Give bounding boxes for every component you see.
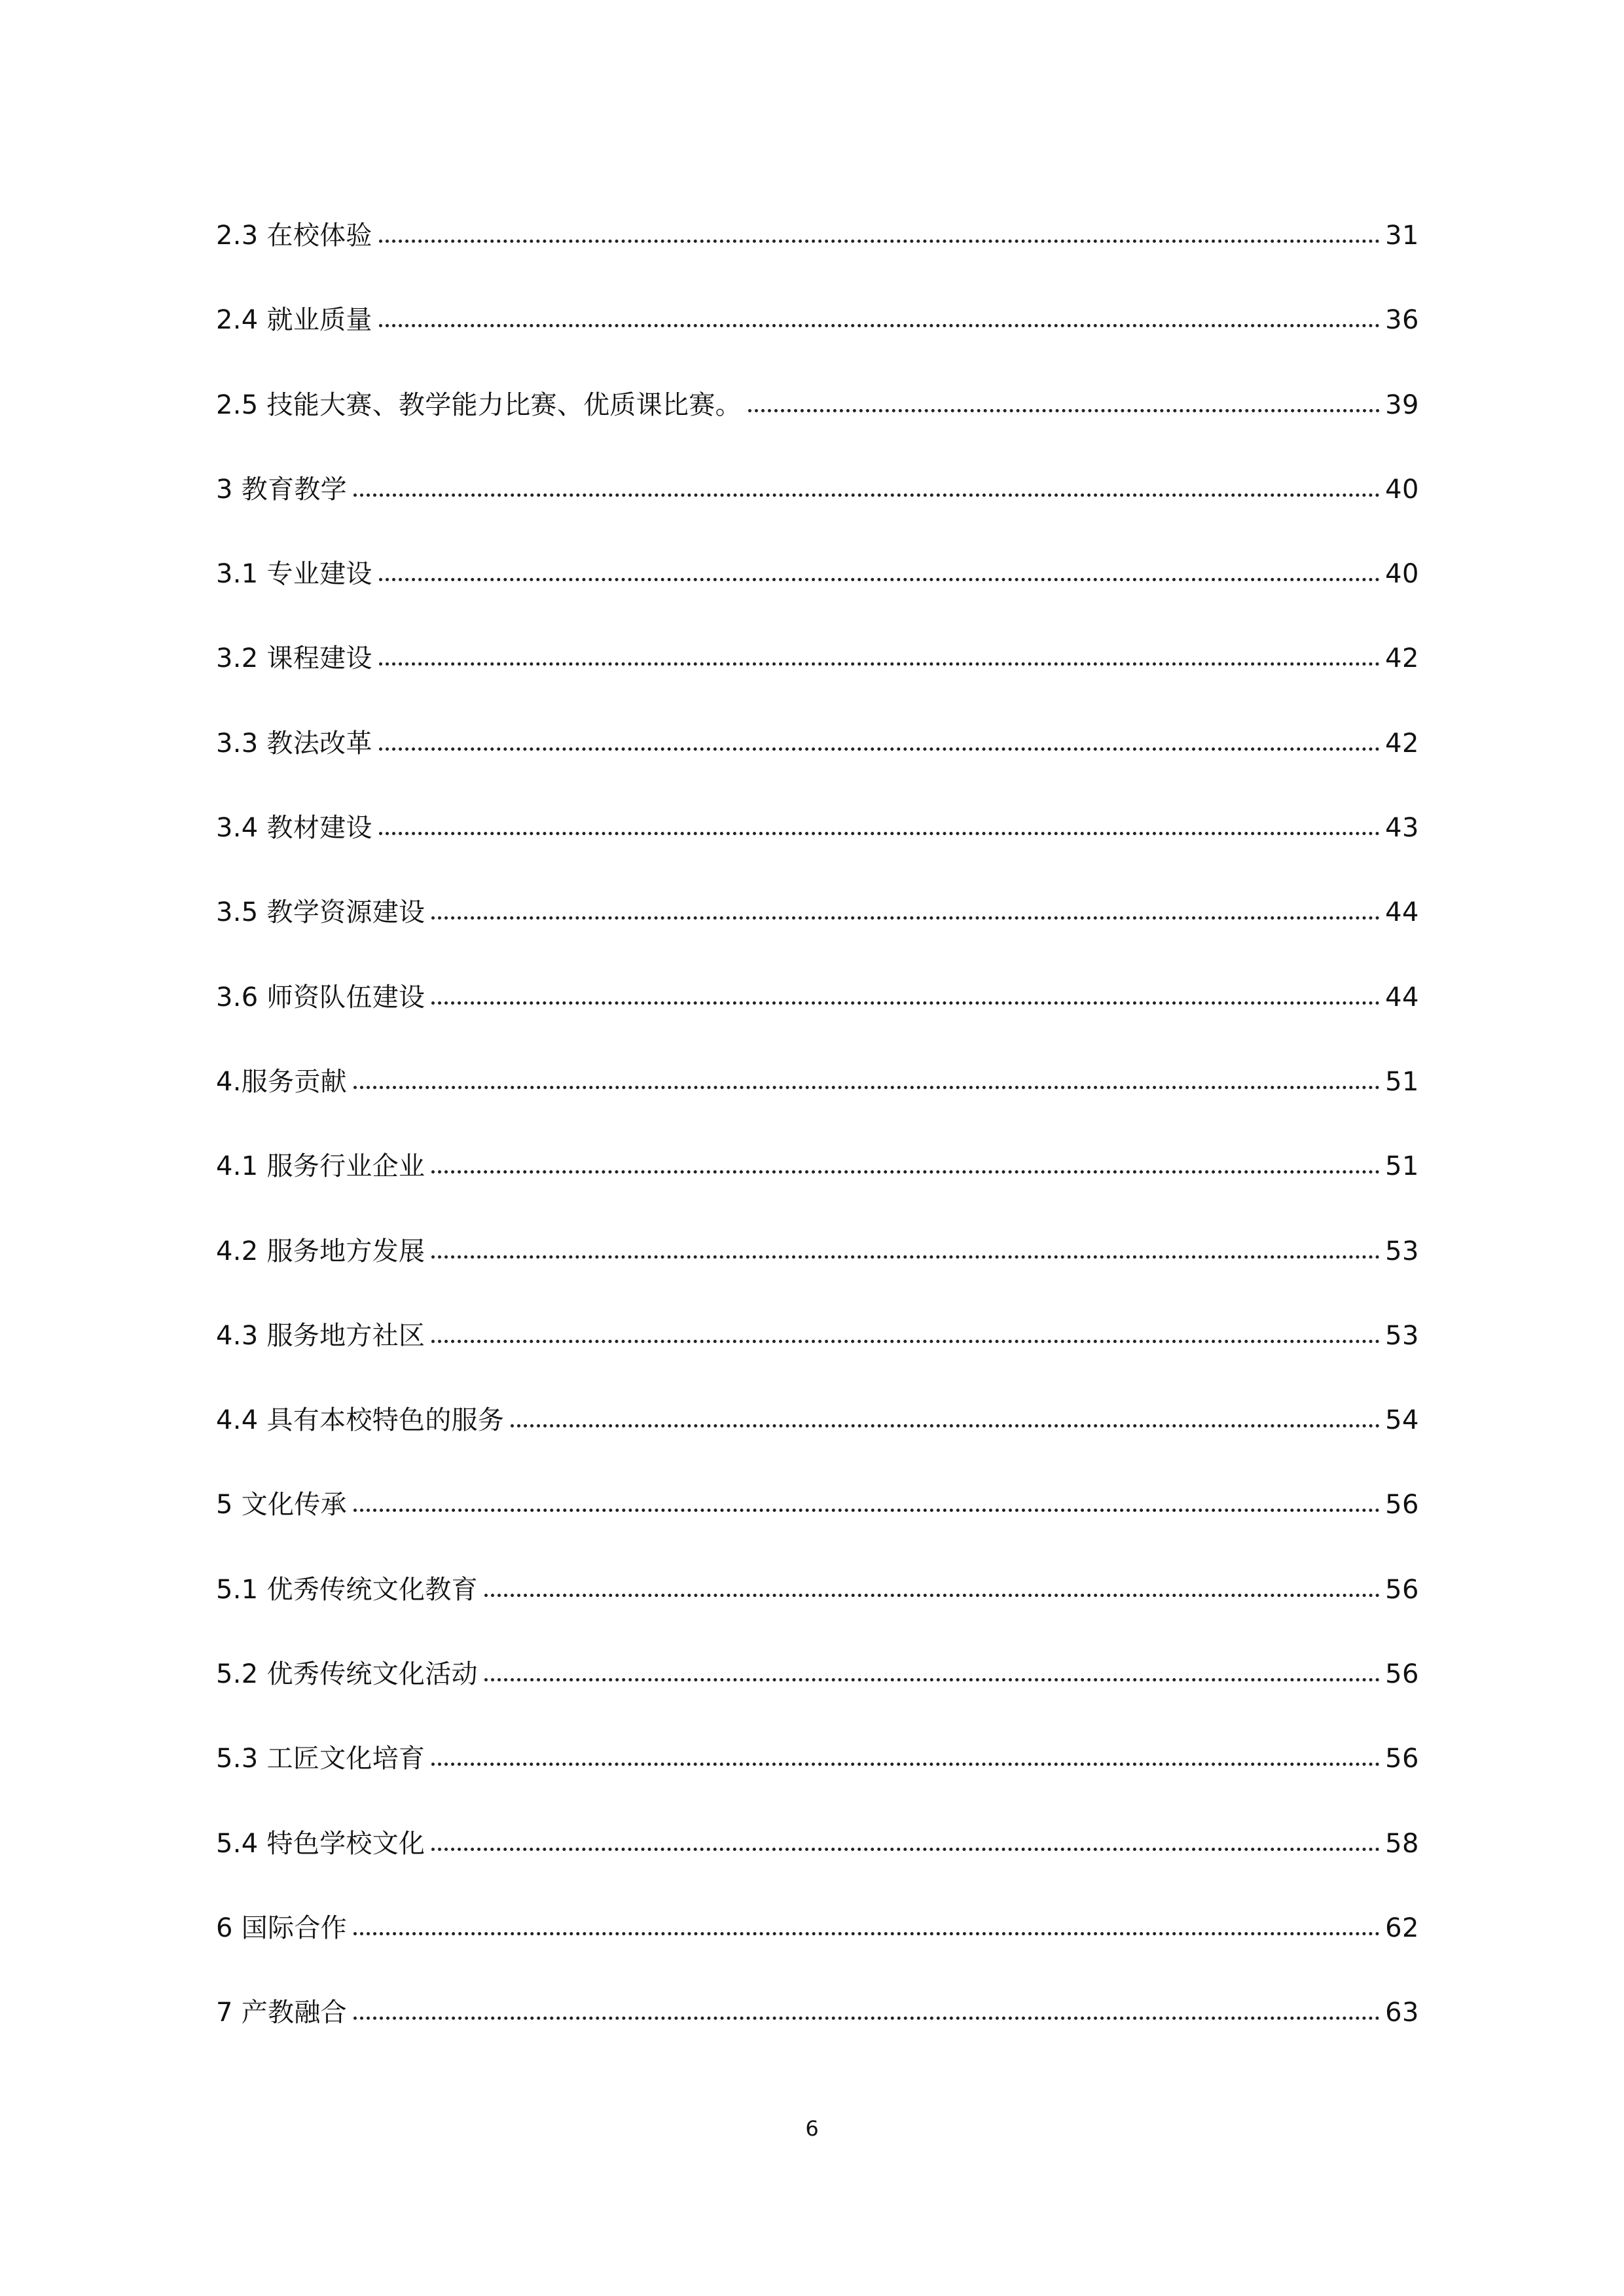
toc-entry-page: 58 (1385, 1828, 1419, 1859)
toc-entry-label: 4.2 服务地方发展 (216, 1236, 425, 1266)
toc-entry-page: 54 (1385, 1405, 1419, 1436)
toc-entry-page: 40 (1385, 559, 1419, 590)
toc-entry-label: 3.4 教材建设 (216, 813, 372, 844)
toc-entry-label: 4.服务贡献 (216, 1066, 347, 1097)
toc-entry[interactable] (216, 1990, 1419, 2074)
toc-dot-leader (484, 1568, 1380, 1597)
toc-entry[interactable] (216, 382, 1419, 467)
toc-entry-page: 56 (1385, 1744, 1419, 1774)
toc-dot-leader (431, 890, 1380, 920)
toc-entry-label: 5.4 特色学校文化 (216, 1828, 425, 1859)
toc-entry-page: 44 (1385, 982, 1419, 1013)
toc-entry-label: 3.1 专业建设 (216, 559, 372, 590)
toc-entry-label: 2.4 就业质量 (216, 305, 372, 336)
toc-entry[interactable] (216, 975, 1419, 1059)
toc-entry-page: 43 (1385, 813, 1419, 844)
toc-entry-label: 4.4 具有本校特色的服务 (216, 1405, 505, 1436)
toc-entry[interactable] (216, 1905, 1419, 1990)
toc-entry-label: 5.1 优秀传统文化教育 (216, 1574, 478, 1605)
toc-dot-leader (431, 1314, 1380, 1343)
toc-entry[interactable] (216, 467, 1419, 551)
toc-entry-label: 3 教育教学 (216, 474, 347, 505)
toc-dot-leader (353, 1482, 1380, 1512)
toc-dot-leader (379, 298, 1380, 327)
toc-entry-page: 40 (1385, 474, 1419, 505)
toc-entry[interactable] (216, 1482, 1419, 1566)
toc-dot-leader (484, 1652, 1380, 1681)
toc-dot-leader (353, 1906, 1380, 1935)
toc-entry-page: 39 (1385, 389, 1419, 420)
toc-dot-leader (379, 552, 1380, 581)
toc-entry[interactable] (216, 636, 1419, 720)
toc-entry[interactable] (216, 551, 1419, 636)
toc-entry-label: 3.3 教法改革 (216, 728, 372, 759)
toc-entry-label: 3.6 师资队伍建设 (216, 982, 425, 1013)
toc-entry-page: 63 (1385, 1998, 1419, 2028)
toc-dot-leader (353, 1990, 1380, 2020)
toc-entry[interactable] (216, 1313, 1419, 1397)
toc-entry[interactable] (216, 1821, 1419, 1905)
toc-entry-label: 4.1 服务行业企业 (216, 1151, 425, 1182)
toc-dot-leader (379, 806, 1380, 835)
toc-entry-label: 5.3 工匠文化培育 (216, 1744, 425, 1774)
toc-entry-label: 3.5 教学资源建设 (216, 897, 425, 928)
toc-entry-page: 53 (1385, 1236, 1419, 1266)
toc-entry[interactable] (216, 1736, 1419, 1820)
toc-dot-leader (353, 1060, 1380, 1089)
toc-entry[interactable] (216, 1143, 1419, 1228)
toc-dot-leader (748, 383, 1380, 412)
toc-entry[interactable] (216, 1059, 1419, 1143)
toc-dot-leader (379, 213, 1380, 243)
toc-entry[interactable] (216, 889, 1419, 974)
toc-entry[interactable] (216, 721, 1419, 805)
toc-dot-leader (431, 1821, 1380, 1851)
table-of-contents (216, 213, 1419, 2075)
toc-entry-page: 36 (1385, 305, 1419, 336)
toc-entry[interactable] (216, 213, 1419, 297)
toc-dot-leader (431, 1736, 1380, 1766)
toc-dot-leader (431, 975, 1380, 1005)
toc-entry-label: 2.3 在校体验 (216, 221, 372, 251)
toc-entry-label: 6 国际合作 (216, 1912, 347, 1943)
toc-entry[interactable] (216, 1567, 1419, 1651)
toc-entry-page: 51 (1385, 1066, 1419, 1097)
toc-entry-page: 53 (1385, 1320, 1419, 1351)
toc-entry-page: 56 (1385, 1574, 1419, 1605)
toc-entry[interactable] (216, 1229, 1419, 1313)
toc-entry[interactable] (216, 1397, 1419, 1482)
toc-entry-label: 3.2 课程建设 (216, 643, 372, 674)
toc-entry-page: 56 (1385, 1659, 1419, 1690)
toc-dot-leader (379, 721, 1380, 751)
toc-entry-page: 42 (1385, 643, 1419, 674)
toc-entry-page: 56 (1385, 1490, 1419, 1520)
toc-dot-leader (431, 1229, 1380, 1259)
toc-dot-leader (353, 467, 1380, 497)
toc-entry-label: 5.2 优秀传统文化活动 (216, 1659, 478, 1690)
toc-entry-label: 4.3 服务地方社区 (216, 1320, 425, 1351)
toc-entry-page: 31 (1385, 221, 1419, 251)
toc-dot-leader (379, 636, 1380, 666)
toc-dot-leader (431, 1144, 1380, 1174)
toc-entry-label: 7 产教融合 (216, 1998, 347, 2028)
toc-entry[interactable] (216, 1651, 1419, 1736)
toc-entry-page: 62 (1385, 1912, 1419, 1943)
toc-entry-label: 2.5 技能大赛、教学能力比赛、优质课比赛。 (216, 389, 742, 420)
toc-dot-leader (511, 1398, 1380, 1427)
page-number: 6 (805, 2116, 819, 2141)
toc-entry-page: 44 (1385, 897, 1419, 928)
toc-entry-page: 42 (1385, 728, 1419, 759)
toc-entry-page: 51 (1385, 1151, 1419, 1182)
toc-entry-label: 5 文化传承 (216, 1490, 347, 1520)
toc-entry[interactable] (216, 297, 1419, 382)
toc-entry[interactable] (216, 805, 1419, 889)
